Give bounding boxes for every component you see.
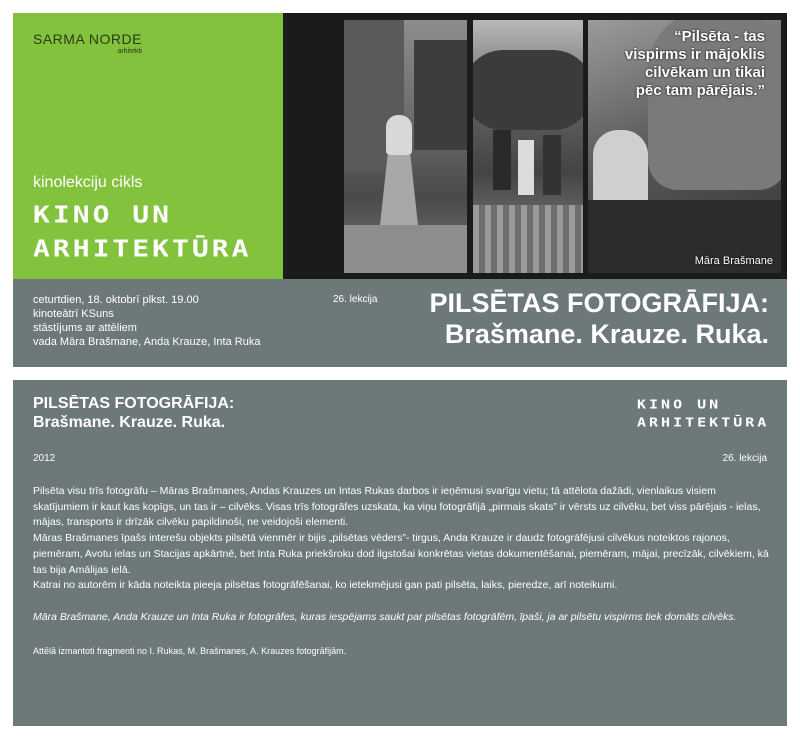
card-heading: [33, 394, 234, 432]
event-banner: [13, 13, 787, 367]
brand-subtitle: arhitekti: [117, 48, 142, 55]
card-lecture-number: 26. lekcija: [722, 453, 767, 464]
card-paragraph: Katrai no autorēm ir kāda noteikta pieeja pilsētas fotogrāfēšanai, ko ietekmējusi gan pati pilsēta, laiks, pieredze, arī noteikumi.: [33, 579, 618, 592]
series-label: kinolekciju cikls: [33, 174, 143, 191]
banner-headline: [429, 288, 769, 350]
series-title: [33, 201, 251, 269]
event-date-time: ceturtdien, 18. oktobrī plkst. 19.00: [33, 294, 199, 306]
photo-street-woman: [344, 20, 467, 273]
event-hosts: vada Māra Brašmane, Anda Krauze, Inta Ruka: [33, 336, 261, 348]
card-image-source: Attēlā izmantoti fragmenti no I. Rukas, M. Brašmanes, A. Krauzes fotogrāfijām.: [33, 645, 347, 656]
series-panel: [13, 13, 283, 279]
event-venue: kinoteātrī KSuns: [33, 308, 114, 320]
series-title-line1: KINO UN: [33, 201, 173, 229]
card-series-line1: KINO UN: [637, 397, 722, 412]
card-paragraph: Pilsēta visu trīs fotogrāfu – Māras Brašmanes, Andas Krauzes un Intas Rukas darbos ir ieņēmusi svarīgu vietu; tā attēlota dažādi, vienlaikus visiem skatījumiem ir kaut kas kopīgs, un tas ir – cilvēks. Visas trīs fotogrāfes uzskata, ka viņu fotogrāfijā „pirmais skats” ir vērsts uz cilvēku, bet viss pārējais - ielas, mājas, transports ir drīzāk cilvēku papildinoši, ne veidojoši elementi.: [33, 485, 761, 529]
description-card: [13, 380, 787, 726]
photo-strip: [283, 13, 787, 279]
card-body: [33, 484, 773, 659]
card-series-line2: ARHITEKTŪRA: [637, 415, 770, 430]
photo-market-scene: [473, 20, 583, 273]
event-format: stāstījums ar attēliem: [33, 322, 137, 334]
series-title-line2: ARHITEKTŪRA: [33, 235, 252, 263]
brand-logo: [33, 31, 142, 55]
card-series-title: [637, 397, 769, 433]
card-heading-line1: PILSĒTAS FOTOGRĀFIJA:: [33, 395, 235, 412]
banner-quote: “Pilsēta - tas vispirms ir mājoklis cilvēkam un tikai pēc tam pārējais.”: [624, 28, 765, 99]
brand-name: SARMA NORDE: [33, 31, 142, 47]
headline-line1: PILSĒTAS FOTOGRĀFIJA:: [429, 288, 769, 318]
headline-line2: Brašmane. Krauze. Ruka.: [444, 319, 769, 349]
card-footnote: Māra Brašmane, Anda Krauze un Inta Ruka ir fotogrāfes, kuras iespējams saukt par pilsētas fotogrāfēm, īpaši, ja ar pilsētu vispirms tiek domāts cilvēks.: [33, 610, 737, 623]
photo-old-woman: [588, 20, 781, 273]
card-paragraph: Māras Brašmanes īpašs interešu objekts pilsētā vienmēr ir bijis „pilsētas vēders”- tirgus, Anda Krauze ir daudz fotogrāfējusi cilvēkus noteiktos rajonos, piemēram, Avotu ielas un Stacijas apkārtnē, bet Inta Ruka priekšroku dod ilgstošai konkrētas vietas dokumentēšanai, piemēram, mājai, precīzāk, cilvēkiem, kā tas bija Amālijas ielā.: [33, 532, 769, 576]
card-year: 2012: [33, 453, 56, 464]
card-heading-line2: Brašmane. Krauze. Ruka.: [33, 414, 226, 431]
photo-credit: Māra Brašmane: [694, 255, 773, 267]
lecture-number: 26. lekcija: [333, 294, 378, 305]
event-details: [33, 293, 260, 349]
